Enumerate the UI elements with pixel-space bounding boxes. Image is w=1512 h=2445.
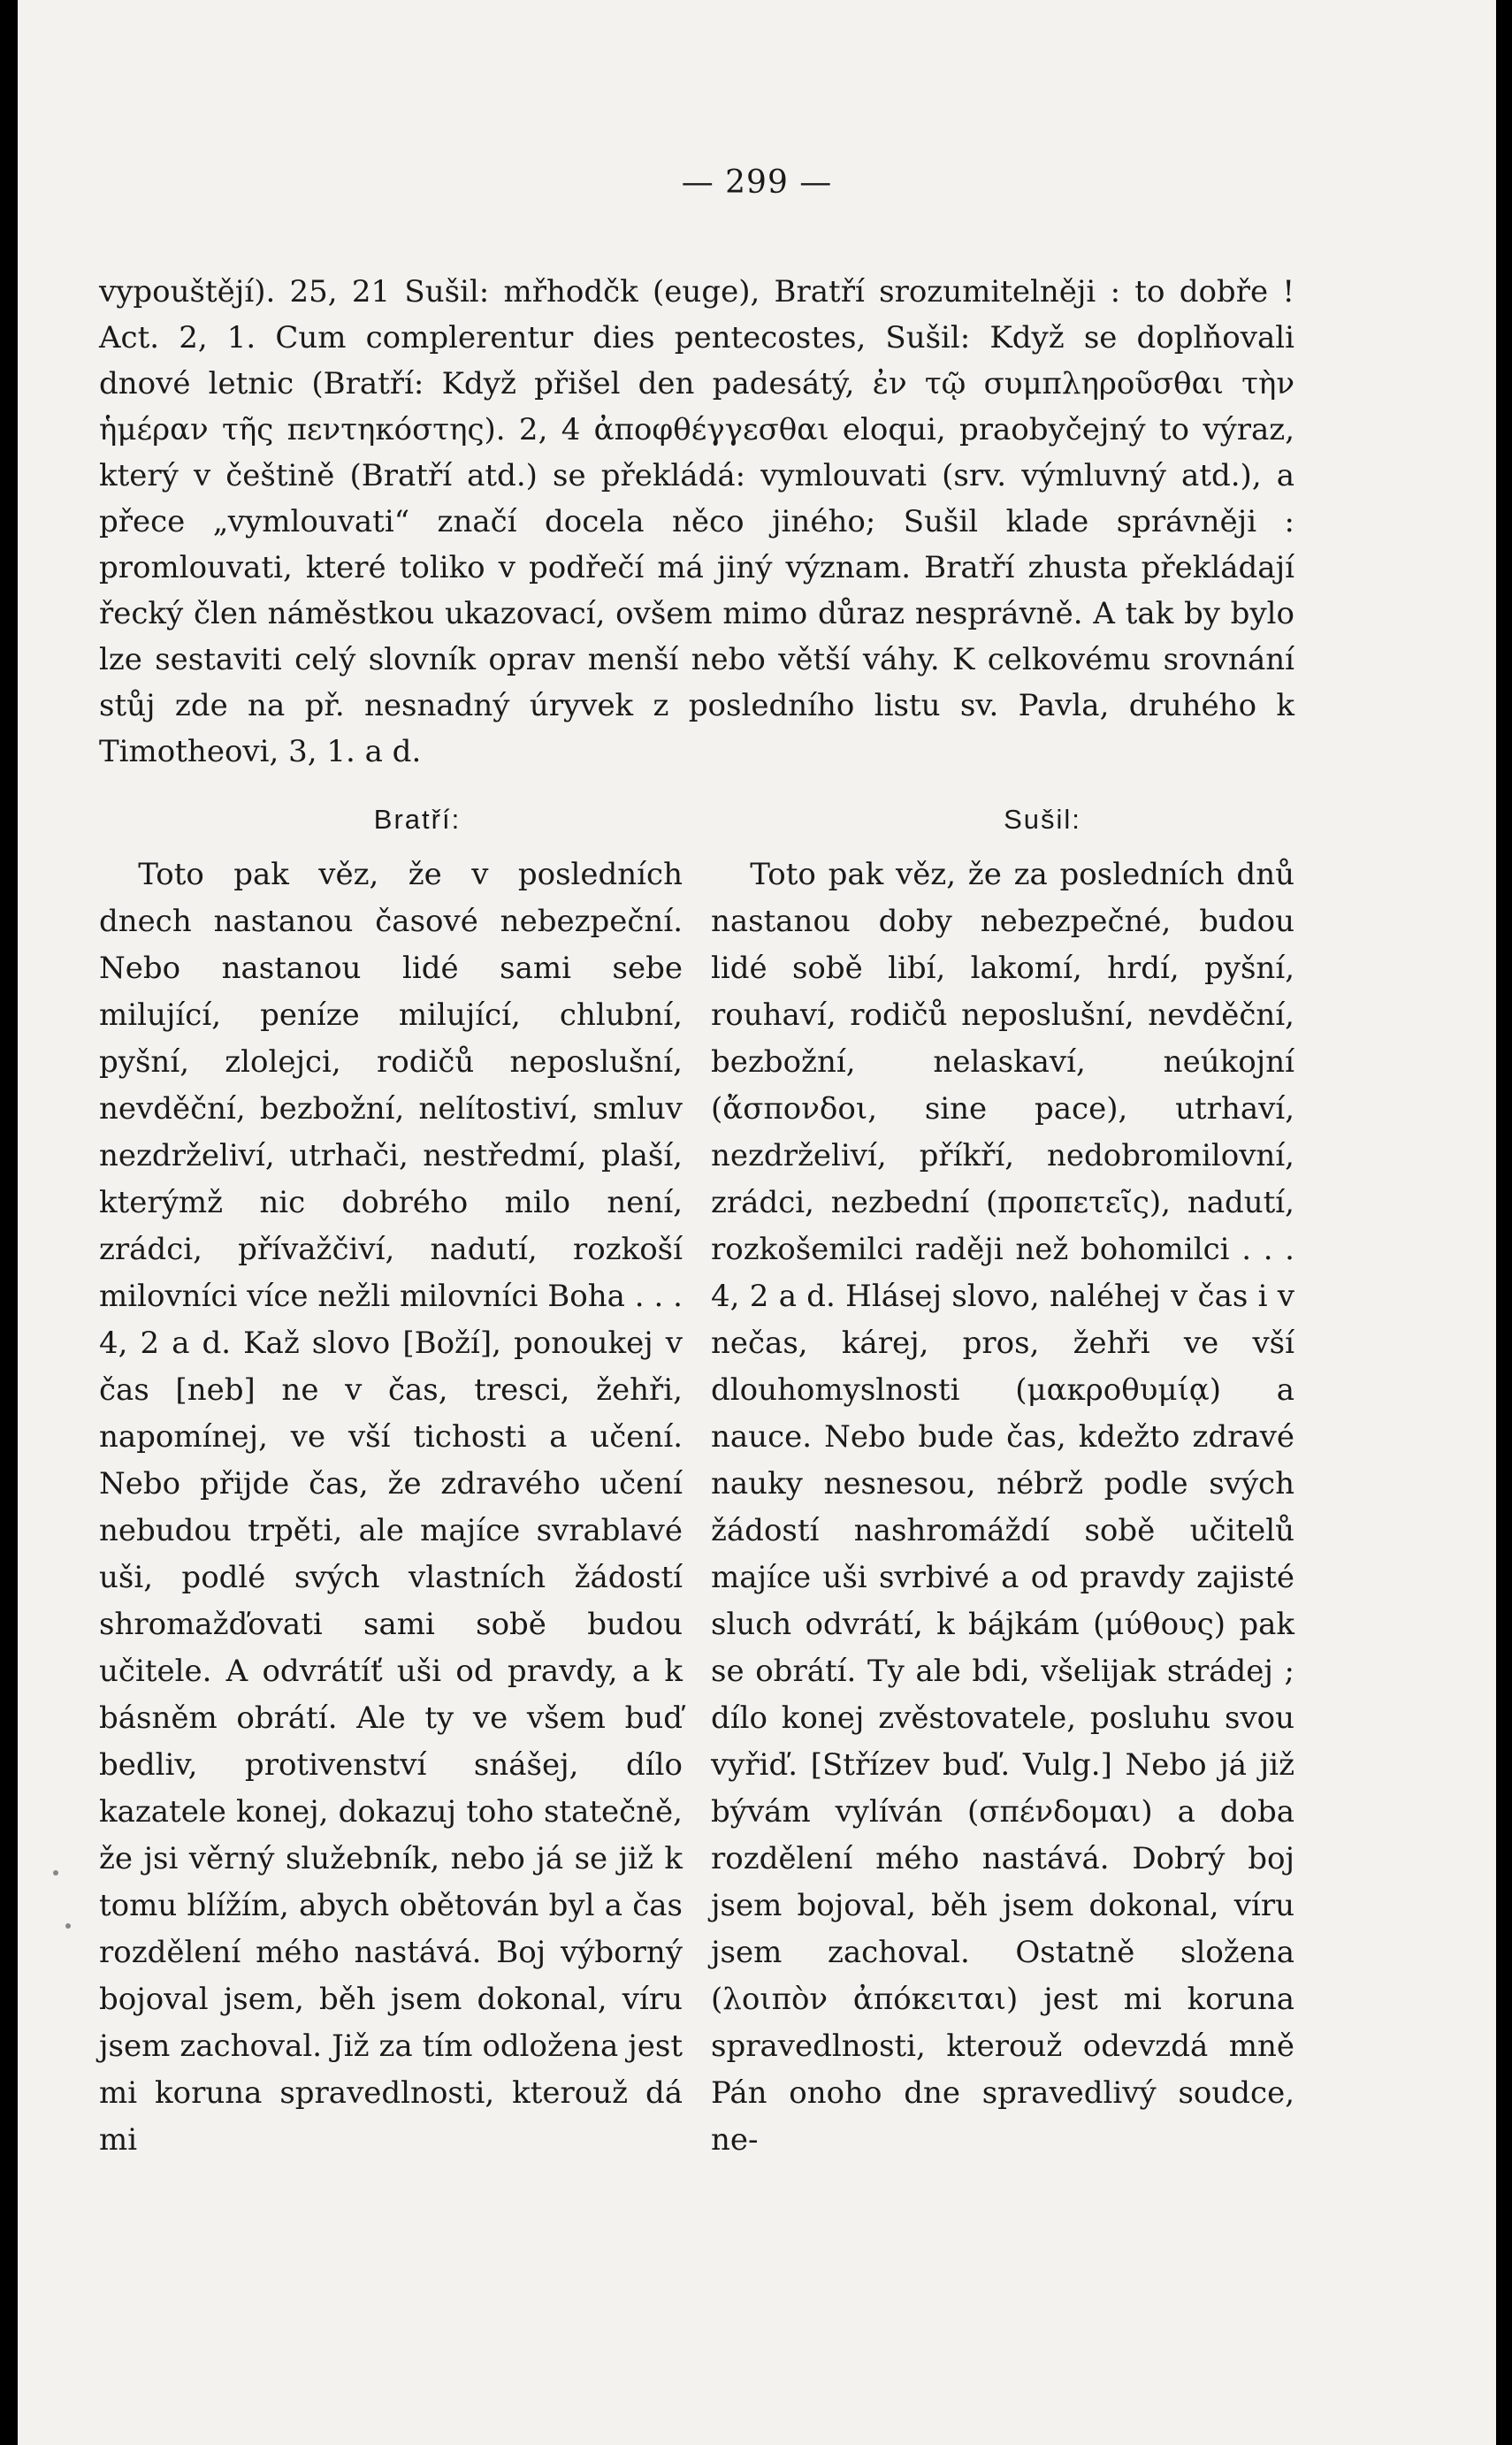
margin-speck — [53, 1870, 58, 1876]
parallel-columns — [99, 796, 1294, 2164]
intro-paragraph-block — [99, 269, 1294, 775]
column-text-bratri: Toto pak věz, že v posledních dnech nastanou časové nebezpeční. Nebo nastanou lidé sami sebe milující, peníze milující, chlubní, pyšní, zlolejci, rodičů neposlušní, nevděční, bezbožní, nelítostiví, smluv nezdrželiví, utrhači, nestředmí, plaší, kterýmž nic dobrého milo není, zrádci, přívažčiví, nadutí, rozkoší milovníci více nežli milovníci Boha . . . 4, 2 a d. Kaž slovo [Boží], ponoukej v čas [neb] ne v čas, tresci, žehři, napomínej, ve vší tichosti a učení. Nebo přijde čas, že zdravého učení nebudou trpěti, ale majíce svrablavé uši, podlé svých vlastních žádostí shromažďovati sami sobě budou učitele. A odvrátíť uši od pravdy, a k básněm obrátí. Ale ty ve všem buď bedliv, protivenství snášej, dílo kazatele konej, dokazuj toho statečně, že jsi věrný služebník, nebo já se již k tomu blížím, abych obětován byl a čas rozdělení mého nastává. Boj výborný bojoval jsem, běh jsem dokonal, víru jsem zachoval. Již za tím odložena jest mi koruna spravedlnosti, kterouž dá mi — [99, 857, 683, 2158]
column-susil — [711, 796, 1294, 2164]
column-text-susil: Toto pak věz, že za posledních dnů nastanou doby nebezpečné, budou lidé sobě libí, lakomí, hrdí, pyšní, rouhaví, rodičů neposlušní, nevděční, bezbožní, nelaskaví, neúkojní (ἄσπονδοι, sine pace), utrhaví, nezdrželiví, příkří, nedobromilovní, zrádci, nezbední (προπετεῖς), nadutí, rozkošemilci raději než bohomilci . . . 4, 2 a d. Hlásej slovo, naléhej v čas i v nečas, kárej, pros, žehři ve vší dlouhomyslnosti (μακροθυμίᾳ) a nauce. Nebo bude čas, kdežto zdravé nauky nesnesou, nébrž podle svých žádostí nashromáždí sobě učitelů majíce uši svrbivé a od pravdy zajisté sluch odvrátí, k bájkám (μύθους) pak se obrátí. Ty ale bdi, všelijak strádej ; dílo konej zvěstovatele, posluhu svou vyřiď. [Střízev buď. Vulg.] Nebo já již bývám vylíván (σπένδομαι) a doba rozdělení mého nastává. Dobrý boj jsem bojoval, běh jsem dokonal, víru jsem zachoval. Ostatně složena (λοιπὸν ἀπόκειται) jest mi koruna spravedlnosti, kterouž odevzdá mně Pán onoho dne spravedlivý soudce, ne- — [711, 857, 1294, 2158]
book-page — [18, 0, 1496, 2445]
column-bratri — [99, 796, 683, 2164]
page-number — [18, 164, 1496, 201]
column-heading-bratri: Bratří: — [373, 804, 462, 835]
margin-speck — [65, 1923, 71, 1929]
column-heading-susil: Sušil: — [1004, 804, 1081, 835]
intro-paragraph: vypouštějí). 25, 21 Sušil: mřhodčk (euge), Bratří srozumitelněji : to dobře ! Act. 2, 1. Cum complerentur dies pentecostes, Sušil: Když se doplňovali dnové letnic (Bratří: Když přišel den padesátý, ἐν τῷ συμπληροῦσθαι τὴν ἡμέραν τῆς πεντηκόστης). 2, 4 ἀποφθέγγεσθαι eloqui, praobyčejný to výraz, který v češtině (Bratří atd.) se překládá: vymlouvati (srv. výmluvný atd.), a přece „vymlouvati“ značí docela něco jiného; Sušil klade správněji : promlouvati, které toliko v podřečí má jiný význam. Bratří zhusta překládají řecký člen náměstkou ukazovací, ovšem mimo důraz nesprávně. A tak by bylo lze sestaviti celý slovník oprav menší nebo větší váhy. K celkovému srovnání stůj zde na př. nesnadný úryvek z posledního listu sv. Pavla, druhého k Timotheovi, 3, 1. a d. — [99, 274, 1294, 769]
page-number-text: — 299 — — [681, 164, 833, 201]
